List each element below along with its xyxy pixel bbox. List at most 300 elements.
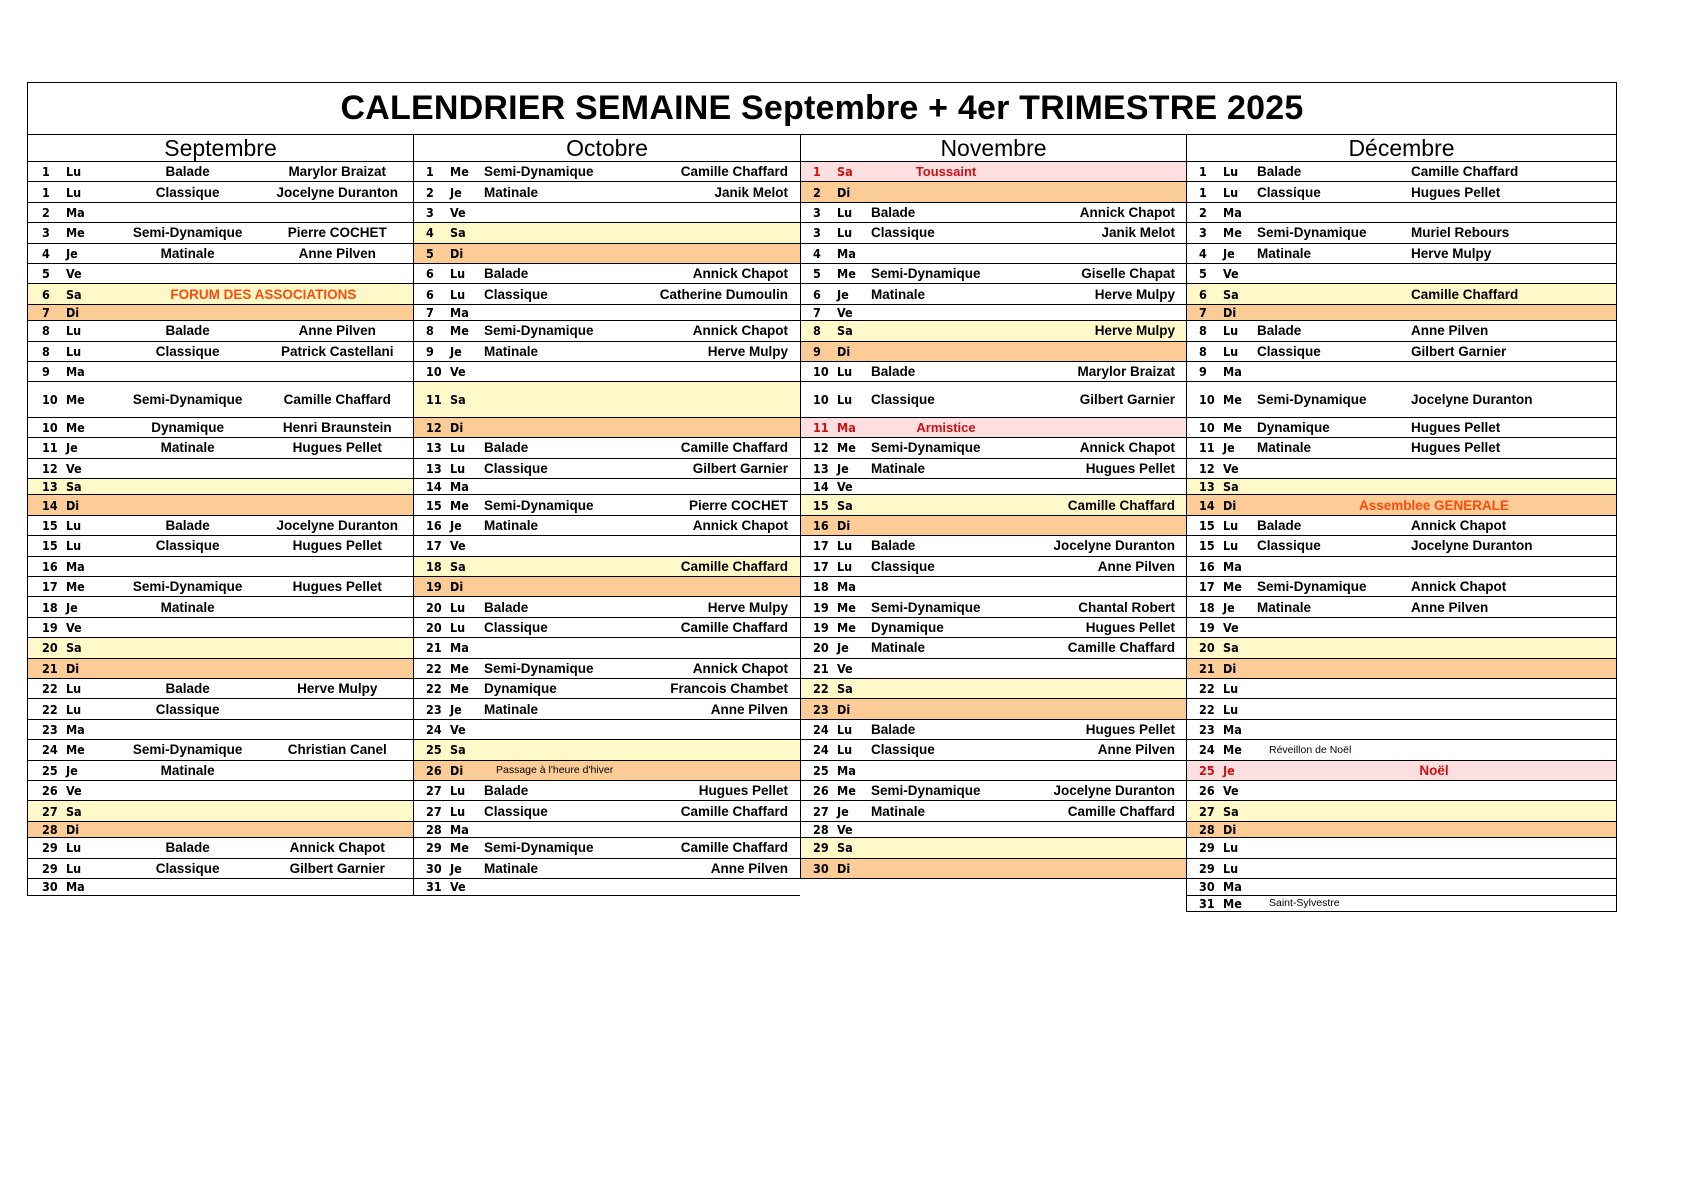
table-row — [801, 536, 1186, 556]
day-of-week: Di — [65, 304, 80, 320]
day-of-week: Je — [1223, 599, 1235, 615]
day-of-week: Di — [1223, 497, 1237, 513]
day-number: 1 — [42, 184, 50, 200]
day-of-week: Lu — [450, 440, 466, 456]
table-row — [801, 781, 1186, 801]
activity-name: Classique — [871, 392, 935, 408]
day-number: 6 — [1199, 286, 1207, 302]
day-of-week: Lu — [450, 599, 466, 615]
day-number: 26 — [1199, 783, 1215, 799]
activity-name: Matinale — [484, 518, 539, 534]
day-number: 29 — [1199, 860, 1215, 876]
leader-name: Camille Chaffard — [680, 840, 788, 856]
leader-name: Jocelyne Duranton — [1053, 538, 1175, 554]
leader-name: Francois Chambet — [670, 681, 788, 697]
day-of-week: Ma — [65, 364, 85, 380]
table-row — [1187, 577, 1616, 597]
day-of-week: Je — [450, 701, 462, 717]
event-label: FORUM DES ASSOCIATIONS — [170, 286, 357, 302]
activity-name: Classique — [155, 860, 220, 876]
day-number: 12 — [42, 460, 58, 476]
leader-name: Anne Pilven — [1097, 742, 1175, 758]
day-number: 8 — [1199, 323, 1207, 339]
activity-name: Balade — [165, 164, 210, 180]
day-number: 21 — [1199, 660, 1215, 676]
day-number: 17 — [1199, 579, 1215, 595]
day-number: 8 — [1199, 343, 1207, 359]
table-row — [414, 536, 800, 556]
day-of-week: Ve — [65, 460, 82, 476]
day-of-week: Me — [65, 579, 85, 595]
day-number: 8 — [426, 323, 434, 339]
day-of-week: Lu — [837, 392, 853, 408]
day-of-week: Lu — [837, 538, 853, 554]
day-of-week: Ma — [450, 821, 469, 837]
day-number: 27 — [42, 803, 58, 819]
activity-name: Matinale — [160, 245, 215, 261]
table-row — [801, 577, 1186, 597]
table-row — [414, 223, 800, 243]
day-of-week: Ma — [450, 304, 469, 320]
day-of-week: Me — [1223, 392, 1242, 408]
table-row — [28, 459, 413, 479]
day-of-week: Sa — [65, 479, 82, 495]
activity-name: Semi-Dynamique — [484, 840, 594, 856]
table-row — [801, 761, 1186, 781]
leader-name: Hugues Pellet — [292, 579, 382, 595]
activity-name: Balade — [484, 266, 529, 282]
day-number: 4 — [426, 225, 434, 241]
day-number: 26 — [813, 783, 829, 799]
day-number: 6 — [426, 266, 434, 282]
activity-name: Semi-Dynamique — [871, 599, 981, 615]
table-row — [414, 740, 800, 760]
leader-name: Gilbert Garnier — [289, 860, 385, 876]
table-row — [28, 321, 413, 341]
day-of-week: Lu — [450, 266, 466, 282]
day-number: 2 — [813, 184, 821, 200]
day-of-week: Me — [1223, 742, 1242, 758]
day-number: 10 — [426, 364, 442, 380]
day-of-week: Me — [1223, 579, 1242, 595]
holiday-label: Noël — [1419, 762, 1449, 778]
day-of-week: Sa — [65, 640, 82, 656]
table-row — [801, 223, 1186, 243]
table-row — [1187, 720, 1616, 740]
day-number: 28 — [42, 821, 58, 837]
day-of-week: Me — [837, 620, 856, 635]
table-row — [801, 244, 1186, 264]
activity-name: Semi-Dynamique — [871, 783, 981, 799]
day-of-week: Di — [837, 343, 851, 359]
day-of-week: Je — [1223, 440, 1235, 456]
day-of-week: Je — [65, 762, 78, 778]
table-row — [414, 362, 800, 382]
table-row — [1187, 699, 1616, 719]
day-number: 22 — [426, 681, 442, 697]
leader-name: Anne Pilven — [1411, 323, 1489, 339]
day-of-week: Lu — [65, 860, 82, 876]
table-row — [414, 699, 800, 719]
day-of-week: Me — [837, 783, 856, 799]
activity-name: Semi-Dynamique — [1257, 392, 1367, 408]
day-number: 1 — [813, 164, 821, 180]
day-of-week: Ma — [65, 721, 85, 737]
day-of-week: Je — [65, 599, 78, 615]
activity-name: Dynamique — [151, 419, 224, 435]
activity-name: Semi-Dynamique — [484, 164, 594, 180]
day-of-week: Me — [65, 225, 85, 241]
activity-name: Classique — [871, 225, 935, 241]
activity-name: Classique — [871, 558, 935, 574]
activity-name: Matinale — [160, 762, 215, 778]
table-row — [414, 781, 800, 801]
day-of-week: Me — [450, 323, 469, 339]
table-row — [414, 838, 800, 858]
table-row — [28, 203, 413, 223]
leader-name: Annick Chapot — [1411, 518, 1507, 534]
leader-name: Anne Pilven — [298, 245, 376, 261]
activity-name: Semi-Dynamique — [132, 742, 243, 758]
day-number: 24 — [42, 742, 58, 758]
table-row — [414, 495, 800, 515]
day-number: 20 — [426, 620, 442, 635]
table-row — [28, 223, 413, 243]
day-of-week: Lu — [450, 460, 466, 476]
day-number: 18 — [42, 599, 58, 615]
day-of-week: Di — [450, 245, 464, 261]
holiday-label: Armistice — [916, 419, 976, 435]
table-row — [28, 699, 413, 719]
table-row — [1187, 781, 1616, 801]
leader-name: Pierre COCHET — [287, 225, 387, 241]
month-rows — [800, 162, 1186, 879]
note-label: Passage à l'heure d'hiver — [496, 764, 614, 777]
day-of-week: Ma — [450, 479, 469, 495]
table-row — [28, 577, 413, 597]
leader-name: Annick Chapot — [289, 840, 385, 856]
page-title: CALENDRIER SEMAINE Septembre + 4er TRIMESTRE 2025 — [340, 89, 1304, 127]
leader-name: Pierre COCHET — [688, 497, 788, 513]
day-number: 10 — [42, 392, 58, 408]
table-row — [801, 264, 1186, 284]
day-number: 1 — [426, 164, 434, 180]
months-grid — [27, 134, 1617, 912]
calendar-sheet — [27, 82, 1617, 912]
day-number: 10 — [42, 419, 58, 435]
day-number: 4 — [813, 245, 821, 261]
day-number: 13 — [42, 479, 58, 495]
day-number: 3 — [1199, 225, 1207, 241]
activity-name: Matinale — [1257, 440, 1312, 456]
table-row — [28, 838, 413, 858]
day-number: 30 — [1199, 879, 1215, 895]
day-of-week: Je — [65, 440, 78, 456]
day-number: 10 — [1199, 419, 1215, 435]
leader-name: Chantal Robert — [1078, 599, 1175, 615]
table-row — [801, 305, 1186, 322]
activity-name: Semi-Dynamique — [484, 323, 594, 339]
table-row — [414, 203, 800, 223]
leader-name: Jocelyne Duranton — [1411, 538, 1533, 554]
day-number: 22 — [42, 681, 58, 697]
table-row — [801, 438, 1186, 458]
day-number: 24 — [426, 721, 442, 737]
day-of-week: Sa — [1223, 479, 1239, 495]
leader-name: Hugues Pellet — [1411, 419, 1501, 435]
activity-name: Semi-Dynamique — [1257, 225, 1367, 241]
table-row — [28, 679, 413, 699]
day-number: 3 — [813, 225, 821, 241]
day-of-week: Me — [65, 742, 85, 758]
table-row — [1187, 305, 1616, 322]
day-number: 22 — [426, 660, 442, 676]
activity-name: Semi-Dynamique — [132, 225, 243, 241]
day-of-week: Ma — [1223, 558, 1242, 574]
day-number: 22 — [813, 681, 829, 697]
day-number: 1 — [1199, 164, 1207, 180]
day-of-week: Lu — [65, 681, 82, 697]
table-row — [28, 479, 413, 496]
leader-name: Jocelyne Duranton — [1411, 392, 1533, 408]
day-of-week: Ma — [837, 579, 856, 595]
activity-name: Balade — [871, 538, 916, 554]
activity-name: Classique — [155, 343, 220, 359]
day-of-week: Lu — [1223, 538, 1239, 554]
table-row — [28, 822, 413, 839]
day-number: 16 — [813, 518, 829, 534]
day-of-week: Sa — [837, 323, 853, 339]
day-number: 18 — [426, 558, 442, 574]
table-row — [28, 244, 413, 264]
table-row — [28, 418, 413, 438]
day-of-week: Me — [65, 392, 85, 408]
day-number: 6 — [42, 286, 50, 302]
day-number: 19 — [813, 620, 829, 635]
day-of-week: Lu — [837, 742, 853, 758]
table-row — [28, 382, 413, 417]
day-number: 7 — [813, 304, 821, 320]
day-of-week: Me — [837, 440, 856, 456]
day-number: 11 — [426, 392, 442, 408]
day-of-week: Sa — [450, 225, 466, 241]
day-of-week: Ma — [65, 204, 85, 220]
activity-name: Semi-Dynamique — [132, 392, 243, 408]
leader-name: Gilbert Garnier — [1079, 392, 1175, 408]
leader-name: Annick Chapot — [692, 518, 788, 534]
day-of-week: Ve — [1223, 783, 1239, 799]
leader-name: Marylor Braizat — [1077, 364, 1175, 380]
day-number: 8 — [813, 323, 821, 339]
day-number: 22 — [1199, 701, 1215, 717]
day-of-week: Me — [837, 266, 856, 282]
table-row — [28, 597, 413, 617]
day-of-week: Je — [837, 286, 849, 302]
event-label: Assemblee GENERALE — [1358, 497, 1510, 513]
day-number: 17 — [813, 538, 829, 554]
table-row — [801, 459, 1186, 479]
table-row — [414, 659, 800, 679]
leader-name: Annick Chapot — [692, 660, 788, 676]
leader-name: Hugues Pellet — [292, 440, 382, 456]
leader-name: Camille Chaffard — [680, 803, 788, 819]
table-row — [28, 162, 413, 182]
day-of-week: Lu — [65, 538, 82, 554]
activity-name: Classique — [1257, 538, 1321, 554]
day-number: 5 — [426, 245, 434, 261]
day-of-week: Di — [65, 821, 80, 837]
day-of-week: Lu — [450, 783, 466, 799]
day-of-week: Sa — [837, 840, 853, 856]
day-of-week: Je — [450, 343, 462, 359]
table-row — [801, 801, 1186, 821]
day-number: 1 — [1199, 184, 1207, 200]
activity-name: Matinale — [160, 599, 215, 615]
activity-name: Semi-Dynamique — [871, 266, 981, 282]
day-number: 5 — [42, 266, 50, 282]
table-row — [414, 638, 800, 658]
day-number: 10 — [813, 392, 829, 408]
day-number: 30 — [426, 860, 442, 876]
table-row — [414, 264, 800, 284]
day-of-week: Je — [450, 184, 462, 200]
table-row — [414, 879, 800, 896]
day-number: 12 — [426, 419, 442, 435]
day-number: 20 — [813, 640, 829, 656]
table-row — [414, 244, 800, 264]
day-of-week: Ve — [837, 660, 853, 676]
title-box — [27, 82, 1617, 134]
activity-name: Balade — [165, 840, 210, 856]
day-number: 19 — [42, 620, 58, 635]
leader-name: Herve Mulpy — [297, 681, 378, 697]
day-number: 22 — [42, 701, 58, 717]
table-row — [414, 418, 800, 438]
table-row — [801, 203, 1186, 223]
activity-name: Balade — [484, 599, 529, 615]
month-header: Décembre — [1186, 134, 1617, 162]
day-of-week: Di — [837, 184, 851, 200]
leader-name: Herve Mulpy — [1094, 323, 1175, 339]
table-row — [801, 740, 1186, 760]
table-row — [414, 679, 800, 699]
day-of-week: Me — [65, 419, 85, 435]
day-number: 13 — [1199, 479, 1215, 495]
day-of-week: Sa — [1223, 286, 1239, 302]
table-row — [1187, 557, 1616, 577]
month-rows — [413, 162, 800, 896]
day-number: 2 — [1199, 204, 1207, 220]
leader-name: Marylor Braizat — [288, 164, 386, 180]
day-number: 8 — [42, 343, 50, 359]
leader-name: Hugues Pellet — [292, 538, 382, 554]
table-row — [1187, 618, 1616, 638]
day-of-week: Ve — [450, 364, 466, 380]
table-row — [28, 659, 413, 679]
day-number: 21 — [813, 660, 829, 676]
day-of-week: Lu — [65, 164, 82, 180]
table-row — [414, 305, 800, 322]
table-row — [1187, 479, 1616, 496]
day-of-week: Di — [450, 579, 464, 595]
day-of-week: Di — [837, 701, 851, 717]
day-number: 29 — [42, 840, 58, 856]
table-row — [801, 638, 1186, 658]
day-number: 13 — [426, 440, 442, 456]
activity-name: Balade — [871, 721, 916, 737]
day-number: 2 — [426, 184, 434, 200]
activity-name: Semi-Dynamique — [132, 579, 243, 595]
day-of-week: Ma — [1223, 364, 1242, 380]
table-row — [28, 781, 413, 801]
day-number: 23 — [426, 701, 442, 717]
day-number: 17 — [813, 558, 829, 574]
day-of-week: Sa — [65, 803, 82, 819]
day-number: 21 — [426, 640, 442, 656]
table-row — [28, 859, 413, 879]
table-row — [414, 822, 800, 839]
day-number: 10 — [1199, 392, 1215, 408]
day-of-week: Lu — [837, 558, 853, 574]
activity-name: Balade — [1257, 518, 1302, 534]
day-of-week: Ma — [450, 640, 469, 656]
leader-name: Annick Chapot — [692, 266, 788, 282]
day-number: 7 — [1199, 304, 1207, 320]
day-number: 19 — [1199, 620, 1215, 635]
activity-name: Dynamique — [484, 681, 557, 697]
day-of-week: Di — [1223, 821, 1237, 837]
activity-name: Balade — [484, 783, 529, 799]
leader-name: Camille Chaffard — [283, 392, 391, 408]
leader-name: Herve Mulpy — [1411, 245, 1492, 261]
leader-name: Camille Chaffard — [1411, 286, 1519, 302]
day-number: 26 — [426, 762, 442, 778]
table-row — [801, 284, 1186, 304]
day-number: 3 — [813, 204, 821, 220]
table-row — [414, 761, 800, 781]
activity-name: Balade — [1257, 323, 1302, 339]
day-of-week: Sa — [450, 742, 466, 758]
day-of-week: Lu — [1223, 164, 1239, 180]
day-of-week: Ve — [837, 479, 853, 495]
leader-name: Jocelyne Duranton — [276, 184, 398, 200]
day-number: 16 — [42, 558, 58, 574]
leader-name: Herve Mulpy — [707, 343, 788, 359]
day-of-week: Ma — [837, 762, 856, 778]
table-row — [28, 495, 413, 515]
day-number: 20 — [1199, 640, 1215, 656]
table-row — [1187, 182, 1616, 202]
day-number: 15 — [426, 497, 442, 513]
table-row — [28, 284, 413, 304]
activity-name: Balade — [871, 364, 916, 380]
table-row — [28, 801, 413, 821]
table-row — [414, 438, 800, 458]
table-row — [414, 801, 800, 821]
leader-name: Anne Pilven — [1097, 558, 1175, 574]
leader-name: Hugues Pellet — [1085, 620, 1175, 635]
table-row — [414, 479, 800, 496]
table-row — [1187, 838, 1616, 858]
day-of-week: Sa — [837, 681, 853, 697]
table-row — [801, 838, 1186, 858]
table-row — [1187, 203, 1616, 223]
day-number: 12 — [813, 440, 829, 456]
day-number: 6 — [813, 286, 821, 302]
day-number: 15 — [1199, 518, 1215, 534]
day-number: 28 — [1199, 821, 1215, 837]
day-number: 22 — [1199, 681, 1215, 697]
